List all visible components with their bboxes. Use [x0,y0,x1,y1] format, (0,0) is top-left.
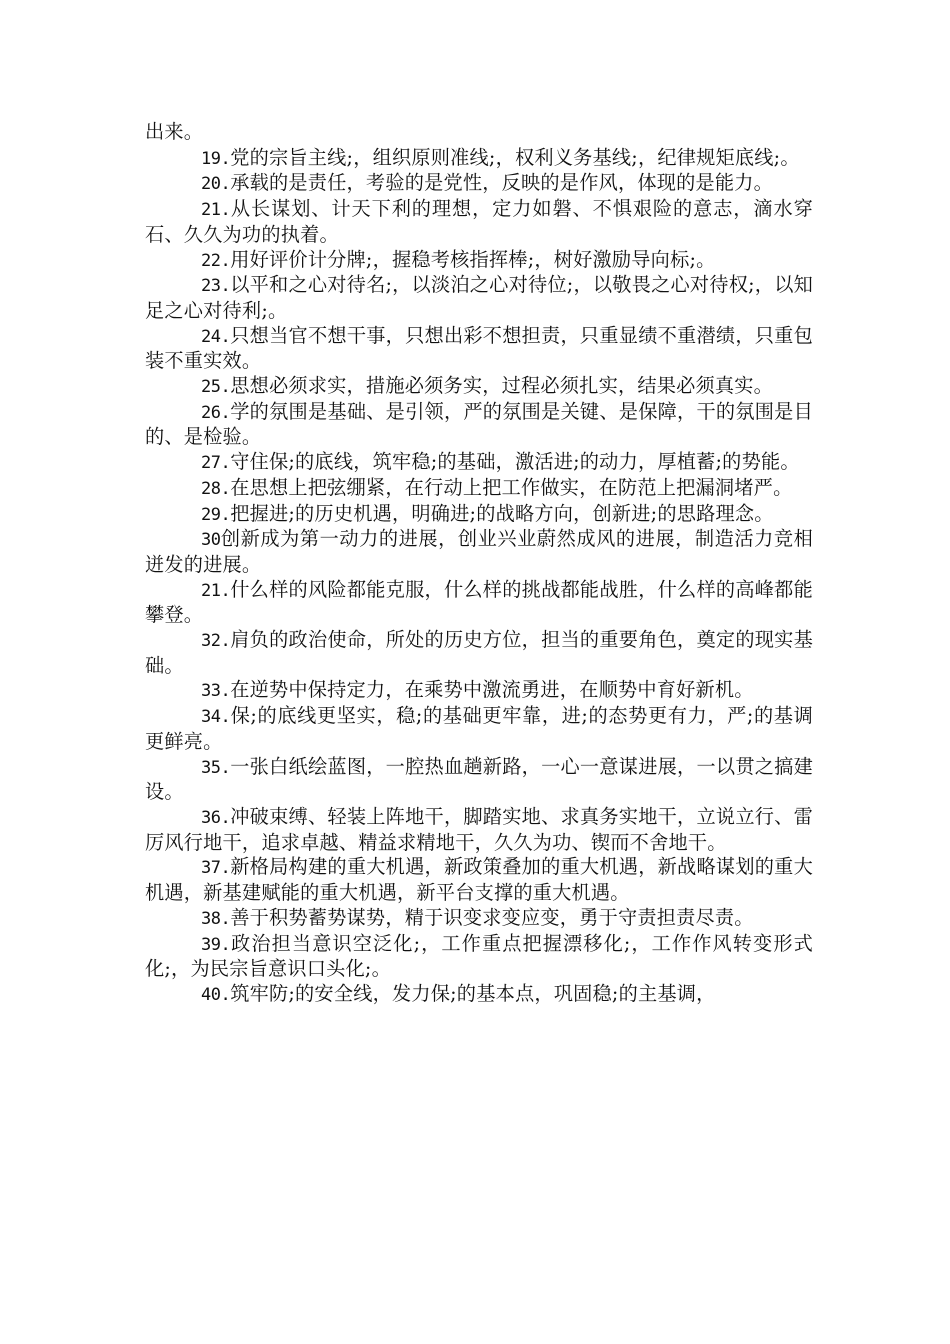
paragraph-number: 20. [201,174,231,195]
paragraph [145,120,813,146]
paragraph [145,578,813,628]
paragraph-text: 什么样的风险都能克服，什么样的挑战都能战胜，什么样的高峰都能攀登。 [145,577,813,627]
paragraph-text: 创新成为第一动力的进展，创业兴业蔚然成风的进展，制造活力竞相迸发的进展。 [145,527,813,576]
paragraph [145,906,813,932]
paragraph-text: 保;的底线更坚实，稳;的基础更牢靠，进;的态势更有力，严;的基调更鲜亮。 [145,704,813,753]
paragraph [145,704,813,754]
paragraph [145,502,813,528]
paragraph [145,171,813,197]
paragraph [145,628,813,678]
paragraph [145,400,813,450]
paragraph-number: 40. [201,984,231,1005]
paragraph-text: 从长谋划、计天下利的理想，定力如磐、不惧艰险的意志，滴水穿石、久久为功的执着。 [145,197,813,246]
paragraph-number: 35. [201,757,231,778]
paragraph-number: 38. [201,908,231,929]
paragraph [145,450,813,476]
paragraph [145,197,813,247]
paragraph [145,982,813,1008]
paragraph-text: 用好评价计分牌;，握稳考核指挥棒;，树好激励导向标;。 [230,247,716,271]
paragraph [145,146,813,172]
paragraph [145,476,813,502]
paragraph-text: 政治担当意识空泛化;，工作重点把握漂移化;，工作作风转变形式化;，为民宗旨意识口头化;。 [145,931,813,981]
paragraph-number: 23. [201,276,231,297]
paragraph-text: 以平和之心对待名;，以淡泊之心对待位;，以敬畏之心对待权;，以知足之心对待利;。 [145,273,813,322]
paragraph [145,248,813,274]
paragraph-number: 21. [201,200,231,221]
paragraph [145,932,813,982]
paragraph-text: 党的宗旨主线;，组织原则准线;，权利义务基线;，纪律规矩底线;。 [230,145,800,169]
paragraph [145,755,813,805]
paragraph-text: 新格局构建的重大机遇，新政策叠加的重大机遇，新战略谋划的重大机遇，新基建赋能的重大机遇，新平台支撑的重大机遇。 [145,855,813,905]
paragraph-number: 37. [201,858,231,879]
paragraph-text: 善于积势蓄势谋势，精于识变求变应变，勇于守责担责尽责。 [230,905,754,929]
paragraph-number: 26. [201,402,231,423]
paragraph [145,273,813,323]
paragraph [145,805,813,855]
paragraph-text: 在逆势中保持定力，在乘势中激流勇进，在顺势中育好新机。 [230,678,754,702]
paragraph-text: 出来。 [145,120,204,143]
paragraph-number: 19. [201,148,231,169]
paragraph-number: 32. [201,631,231,652]
paragraph [145,374,813,400]
paragraph-text: 思想必须求实，措施必须务实，过程必须扎实，结果必须真实。 [230,374,774,398]
paragraph-text: 只想当官不想干事，只想出彩不想担责，只重显绩不重潜绩，只重包装不重实效。 [145,323,813,373]
paragraph-text: 在思想上把弦绷紧，在行动上把工作做实，在防范上把漏洞堵严。 [230,475,793,499]
document-body [145,120,813,1008]
paragraph-text: 学的氛围是基础、是引领，严的氛围是关键、是保障，干的氛围是目的、是检验。 [145,399,813,449]
paragraph-number: 29. [201,504,231,525]
paragraph-number: 22. [201,250,231,271]
paragraph-number: 28. [201,478,231,499]
paragraph-text: 冲破束缚、轻装上阵地干，脚踏实地、求真务实地干，立说立行、雷厉风行地干，追求卓越、精益求精地干，久久为功、锲而不舍地干。 [145,804,813,854]
paragraph-text: 把握进;的历史机遇，明确进;的战略方向，创新进;的思路理念。 [230,501,774,525]
paragraph-number: 24. [201,326,231,347]
paragraph [145,855,813,905]
paragraph-number: 36. [201,807,231,828]
paragraph-number: 25. [201,377,231,398]
paragraph-text: 肩负的政治使命，所处的历史方位，担当的重要角色，奠定的现实基础。 [145,628,813,677]
paragraph-number: 34. [201,707,231,728]
paragraph [145,678,813,704]
paragraph [145,324,813,374]
paragraph-text: 筑牢防;的安全线，发力保;的基本点，巩固稳;的主基调， [230,981,716,1005]
paragraph-text: 守住保;的底线，筑牢稳;的基础，激活进;的动力，厚植蓄;的势能。 [230,450,800,474]
paragraph-number: 33. [201,681,231,702]
paragraph-number: 39. [201,934,231,955]
paragraph [145,527,813,577]
paragraph-number: 30 [201,530,221,551]
paragraph-text: 一张白纸绘蓝图，一腔热血趟新路，一心一意谋进展，一以贯之搞建设。 [145,754,813,804]
paragraph-number: 21. [201,580,231,601]
paragraph-number: 27. [201,453,231,474]
paragraph-text: 承载的是责任，考验的是党性，反映的是作风，体现的是能力。 [230,171,774,195]
